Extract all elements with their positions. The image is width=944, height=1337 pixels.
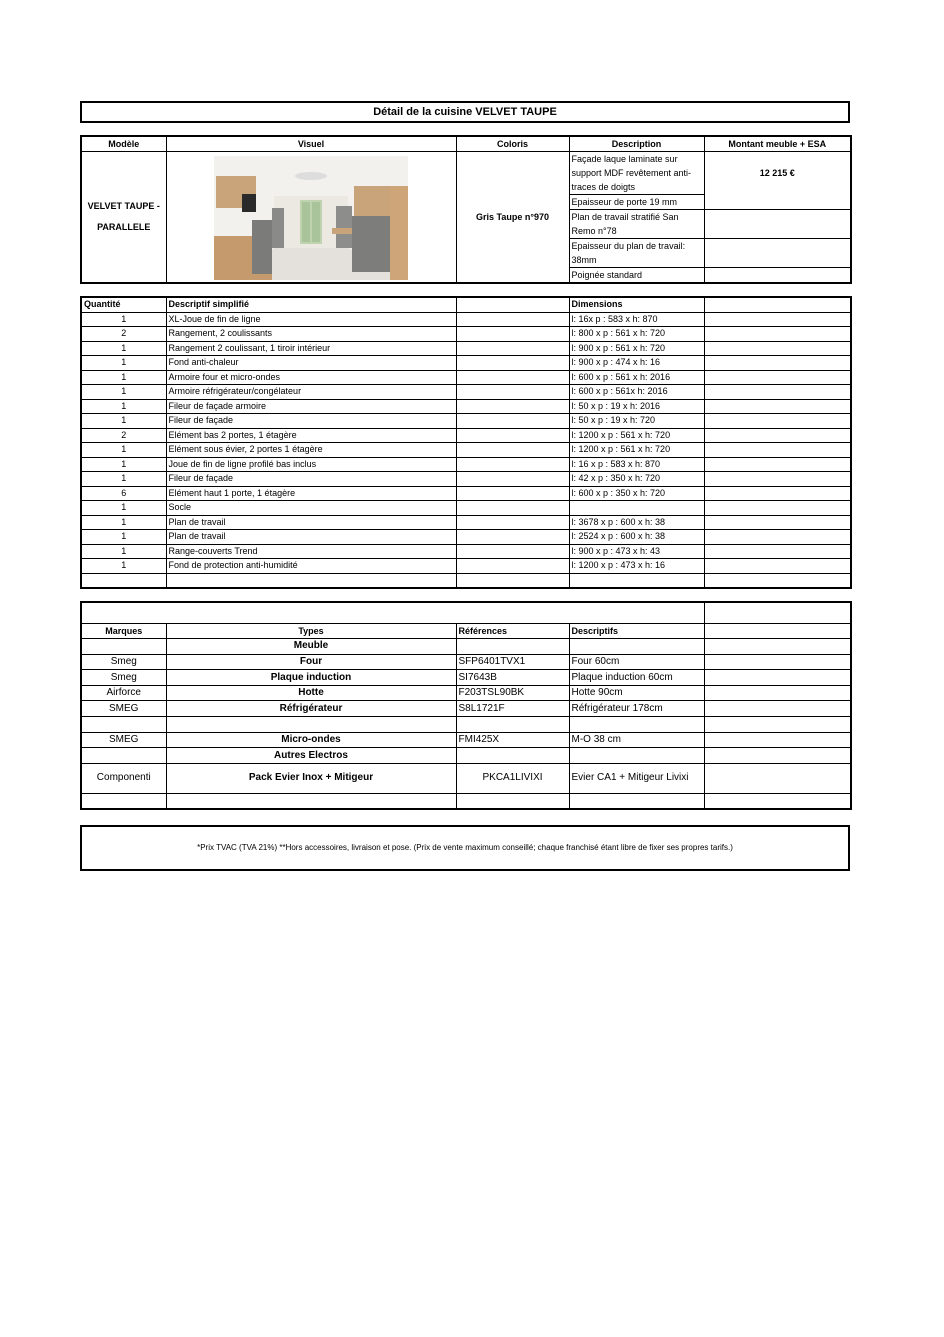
item-description: Rangement, 2 coulissants bbox=[166, 327, 456, 342]
empty-cell bbox=[456, 748, 569, 764]
item-description: Armoire réfrigérateur/congélateur bbox=[166, 385, 456, 400]
empty-cell bbox=[456, 443, 569, 458]
table-row bbox=[81, 573, 851, 588]
description-line: Poignée standard bbox=[569, 268, 704, 284]
empty-cell bbox=[456, 501, 569, 516]
item-description: Armoire four et micro-ondes bbox=[166, 370, 456, 385]
item-dimensions: l: 50 x p : 19 x h: 2016 bbox=[569, 399, 704, 414]
empty-cell bbox=[704, 268, 851, 284]
empty-cell bbox=[704, 623, 851, 639]
empty-cell bbox=[456, 327, 569, 342]
appliance-desc: Hotte 90cm bbox=[569, 685, 704, 701]
appliance-brand bbox=[81, 717, 166, 733]
empty-cell bbox=[704, 670, 851, 686]
empty-cell bbox=[704, 763, 851, 793]
empty-cell bbox=[456, 544, 569, 559]
empty-cell bbox=[704, 472, 851, 487]
item-description: Fileur de façade bbox=[166, 472, 456, 487]
appliance-ref: SFP6401TVX1 bbox=[456, 654, 569, 670]
empty-cell bbox=[704, 385, 851, 400]
table-row bbox=[81, 530, 851, 545]
price-note: *Prix TVAC (TVA 21%) **Hors accessoires, livraison et pose. (Prix de vente maximum conseillé; chaque franchisé étant libre de fixer ses propres tarifs.) bbox=[80, 825, 850, 871]
item-quantity: 1 bbox=[81, 544, 166, 559]
item-dimensions: l: 50 x p : 19 x h: 720 bbox=[569, 414, 704, 429]
empty-cell bbox=[456, 639, 569, 655]
item-description: Joue de fin de ligne profilé bas inclus bbox=[166, 457, 456, 472]
table-row bbox=[81, 501, 851, 516]
appliance-brand: Smeg bbox=[81, 670, 166, 686]
item-description: XL-Joue de fin de ligne bbox=[166, 312, 456, 327]
empty-cell bbox=[704, 732, 851, 748]
appliance-ref: SI7643B bbox=[456, 670, 569, 686]
item-description: Plan de travail bbox=[166, 515, 456, 530]
table-row bbox=[81, 414, 851, 429]
empty-cell bbox=[81, 639, 166, 655]
empty-cell bbox=[456, 573, 569, 588]
page-title: Détail de la cuisine VELVET TAUPE bbox=[80, 101, 850, 123]
header-dimensions: Dimensions bbox=[569, 297, 704, 312]
empty-cell bbox=[704, 356, 851, 371]
componenti-type: Pack Evier Inox + Mitigeur bbox=[166, 763, 456, 793]
componenti-brand: Componenti bbox=[81, 763, 166, 793]
empty-cell bbox=[704, 685, 851, 701]
appliance-ref: F203TSL90BK bbox=[456, 685, 569, 701]
appliance-ref: FMI425X bbox=[456, 732, 569, 748]
appliance-brand: SMEG bbox=[81, 732, 166, 748]
empty-cell bbox=[704, 370, 851, 385]
empty-cell bbox=[704, 639, 851, 655]
header-empty bbox=[704, 297, 851, 312]
item-quantity: 1 bbox=[81, 341, 166, 356]
empty-banner bbox=[81, 602, 704, 623]
table-row bbox=[81, 670, 851, 686]
item-quantity: 1 bbox=[81, 312, 166, 327]
item-dimensions: l: 600 x p : 561x h: 2016 bbox=[569, 385, 704, 400]
empty-cell bbox=[704, 701, 851, 717]
item-description: Socle bbox=[166, 501, 456, 516]
empty-cell bbox=[456, 472, 569, 487]
header-descriptifs: Descriptifs bbox=[569, 623, 704, 639]
item-dimensions: l: 600 x p : 561 x h: 2016 bbox=[569, 370, 704, 385]
componenti-desc: Evier CA1 + Mitigeur Livixi bbox=[569, 763, 704, 793]
item-quantity: 1 bbox=[81, 399, 166, 414]
empty-cell bbox=[456, 312, 569, 327]
componenti-ref: PKCA1LIVIXI bbox=[456, 763, 569, 793]
item-dimensions: l: 900 x p : 561 x h: 720 bbox=[569, 341, 704, 356]
header-montant: Montant meuble + ESA bbox=[704, 136, 851, 152]
coloris-value: Gris Taupe n°970 bbox=[456, 152, 569, 284]
summary-table bbox=[80, 135, 852, 284]
appliance-brand: Airforce bbox=[81, 685, 166, 701]
empty-cell bbox=[704, 239, 851, 268]
description-line: Plan de travail stratifié San Remo n°78 bbox=[569, 210, 704, 239]
empty-cell bbox=[456, 515, 569, 530]
header-quantite: Quantité bbox=[81, 297, 166, 312]
header-references: Références bbox=[456, 623, 569, 639]
item-dimensions: l: 800 x p : 561 x h: 720 bbox=[569, 327, 704, 342]
montant-value: 12 215 € bbox=[704, 152, 851, 210]
table-row bbox=[81, 443, 851, 458]
item-dimensions: l: 16x p : 583 x h: 870 bbox=[569, 312, 704, 327]
table-row bbox=[81, 544, 851, 559]
empty-cell bbox=[704, 559, 851, 574]
empty-cell bbox=[81, 748, 166, 764]
empty-cell bbox=[704, 530, 851, 545]
items-table bbox=[80, 296, 852, 589]
table-row bbox=[81, 457, 851, 472]
empty-cell bbox=[569, 793, 704, 809]
item-quantity: 1 bbox=[81, 414, 166, 429]
item-description: Rangement 2 coulissant, 1 tiroir intérieur bbox=[166, 341, 456, 356]
empty-cell bbox=[456, 559, 569, 574]
empty-cell bbox=[81, 793, 166, 809]
item-dimensions: l: 1200 x p : 473 x h: 16 bbox=[569, 559, 704, 574]
item-dimensions: l: 16 x p : 583 x h: 870 bbox=[569, 457, 704, 472]
table-row bbox=[81, 370, 851, 385]
item-dimensions: l: 1200 x p : 561 x h: 720 bbox=[569, 443, 704, 458]
table-row bbox=[81, 356, 851, 371]
appliance-type bbox=[166, 717, 456, 733]
appliance-type: Réfrigérateur bbox=[166, 701, 456, 717]
section-autres-electros: Autres Electros bbox=[166, 748, 456, 764]
empty-cell bbox=[456, 341, 569, 356]
item-quantity: 1 bbox=[81, 356, 166, 371]
empty-cell bbox=[704, 717, 851, 733]
modele-name: VELVET TAUPE - PARALLELE bbox=[81, 152, 166, 284]
empty-cell bbox=[704, 428, 851, 443]
table-row bbox=[81, 654, 851, 670]
kitchen-visual bbox=[166, 152, 456, 284]
empty-cell bbox=[456, 414, 569, 429]
appliance-type: Four bbox=[166, 654, 456, 670]
appliance-type: Plaque induction bbox=[166, 670, 456, 686]
empty-cell bbox=[456, 486, 569, 501]
empty-cell bbox=[704, 312, 851, 327]
item-quantity bbox=[81, 573, 166, 588]
appliance-ref bbox=[456, 717, 569, 733]
empty-cell bbox=[456, 370, 569, 385]
item-quantity: 1 bbox=[81, 501, 166, 516]
header-description: Description bbox=[569, 136, 704, 152]
table-row bbox=[81, 327, 851, 342]
item-quantity: 1 bbox=[81, 385, 166, 400]
item-quantity: 1 bbox=[81, 457, 166, 472]
item-description: Fond anti-chaleur bbox=[166, 356, 456, 371]
item-quantity: 2 bbox=[81, 428, 166, 443]
appliance-desc: Four 60cm bbox=[569, 654, 704, 670]
table-row bbox=[81, 341, 851, 356]
item-quantity: 1 bbox=[81, 370, 166, 385]
item-description: Fond de protection anti-humidité bbox=[166, 559, 456, 574]
item-description: Range-couverts Trend bbox=[166, 544, 456, 559]
item-quantity: 6 bbox=[81, 486, 166, 501]
table-row bbox=[81, 701, 851, 717]
empty-cell bbox=[569, 748, 704, 764]
empty-cell bbox=[704, 210, 851, 239]
table-row bbox=[81, 732, 851, 748]
appliance-desc: M-O 38 cm bbox=[569, 732, 704, 748]
appliance-type: Hotte bbox=[166, 685, 456, 701]
header-modele: Modèle bbox=[81, 136, 166, 152]
appliance-desc: Réfrigérateur 178cm bbox=[569, 701, 704, 717]
header-descriptif: Descriptif simplifié bbox=[166, 297, 456, 312]
item-dimensions: l: 42 x p : 350 x h: 720 bbox=[569, 472, 704, 487]
table-row bbox=[81, 559, 851, 574]
item-description bbox=[166, 573, 456, 588]
item-dimensions bbox=[569, 573, 704, 588]
table-row bbox=[81, 312, 851, 327]
item-quantity: 1 bbox=[81, 443, 166, 458]
item-quantity: 1 bbox=[81, 515, 166, 530]
empty-cell bbox=[704, 793, 851, 809]
appliance-desc bbox=[569, 717, 704, 733]
empty-cell bbox=[569, 639, 704, 655]
empty-cell bbox=[704, 544, 851, 559]
item-dimensions: l: 1200 x p : 561 x h: 720 bbox=[569, 428, 704, 443]
empty-cell bbox=[456, 356, 569, 371]
item-dimensions: l: 3678 x p : 600 x h: 38 bbox=[569, 515, 704, 530]
description-line: Epaisseur du plan de travail: 38mm bbox=[569, 239, 704, 268]
table-row bbox=[81, 486, 851, 501]
empty-cell bbox=[456, 530, 569, 545]
item-quantity: 1 bbox=[81, 559, 166, 574]
appliance-type: Micro-ondes bbox=[166, 732, 456, 748]
item-dimensions: l: 900 x p : 473 x h: 43 bbox=[569, 544, 704, 559]
item-description: Fileur de façade armoire bbox=[166, 399, 456, 414]
table-row bbox=[81, 685, 851, 701]
empty-cell bbox=[456, 399, 569, 414]
item-dimensions bbox=[569, 501, 704, 516]
header-marques: Marques bbox=[81, 623, 166, 639]
header-types: Types bbox=[166, 623, 456, 639]
empty-cell bbox=[456, 793, 569, 809]
description-line: Epaisseur de porte 19 mm bbox=[569, 195, 704, 210]
item-description: Fileur de façade bbox=[166, 414, 456, 429]
empty-cell bbox=[704, 414, 851, 429]
header-empty bbox=[456, 297, 569, 312]
kitchen-image bbox=[214, 156, 408, 280]
table-row bbox=[81, 717, 851, 733]
item-quantity: 1 bbox=[81, 472, 166, 487]
table-row bbox=[81, 515, 851, 530]
empty-cell bbox=[704, 341, 851, 356]
empty-cell bbox=[704, 515, 851, 530]
item-dimensions: l: 2524 x p : 600 x h: 38 bbox=[569, 530, 704, 545]
empty-cell bbox=[166, 793, 456, 809]
item-description: Elément haut 1 porte, 1 étagère bbox=[166, 486, 456, 501]
item-description: Elément bas 2 portes, 1 étagère bbox=[166, 428, 456, 443]
appliance-ref: S8L1721F bbox=[456, 701, 569, 717]
empty-cell bbox=[456, 457, 569, 472]
header-coloris: Coloris bbox=[456, 136, 569, 152]
appliance-brand: Smeg bbox=[81, 654, 166, 670]
description-line: Façade laque laminate sur support MDF revêtement anti-traces de doigts bbox=[569, 152, 704, 195]
empty-cell bbox=[704, 327, 851, 342]
header-visuel: Visuel bbox=[166, 136, 456, 152]
empty-cell bbox=[704, 573, 851, 588]
item-quantity: 1 bbox=[81, 530, 166, 545]
empty-cell bbox=[704, 748, 851, 764]
empty-cell bbox=[704, 654, 851, 670]
item-description: Plan de travail bbox=[166, 530, 456, 545]
empty-cell bbox=[704, 443, 851, 458]
item-dimensions: l: 600 x p : 350 x h: 720 bbox=[569, 486, 704, 501]
empty-cell bbox=[456, 385, 569, 400]
empty-cell bbox=[704, 486, 851, 501]
empty-cell bbox=[704, 399, 851, 414]
item-quantity: 2 bbox=[81, 327, 166, 342]
table-row bbox=[81, 399, 851, 414]
appliance-desc: Plaque induction 60cm bbox=[569, 670, 704, 686]
table-row bbox=[81, 472, 851, 487]
empty-cell bbox=[704, 457, 851, 472]
appliance-brand: SMEG bbox=[81, 701, 166, 717]
item-description: Elément sous évier, 2 portes 1 étagère bbox=[166, 443, 456, 458]
empty-cell bbox=[456, 428, 569, 443]
item-dimensions: l: 900 x p : 474 x h: 16 bbox=[569, 356, 704, 371]
empty-cell bbox=[704, 602, 851, 623]
appliances-table bbox=[80, 601, 852, 810]
table-row bbox=[81, 428, 851, 443]
empty-cell bbox=[704, 501, 851, 516]
table-row bbox=[81, 385, 851, 400]
section-meuble: Meuble bbox=[166, 639, 456, 655]
